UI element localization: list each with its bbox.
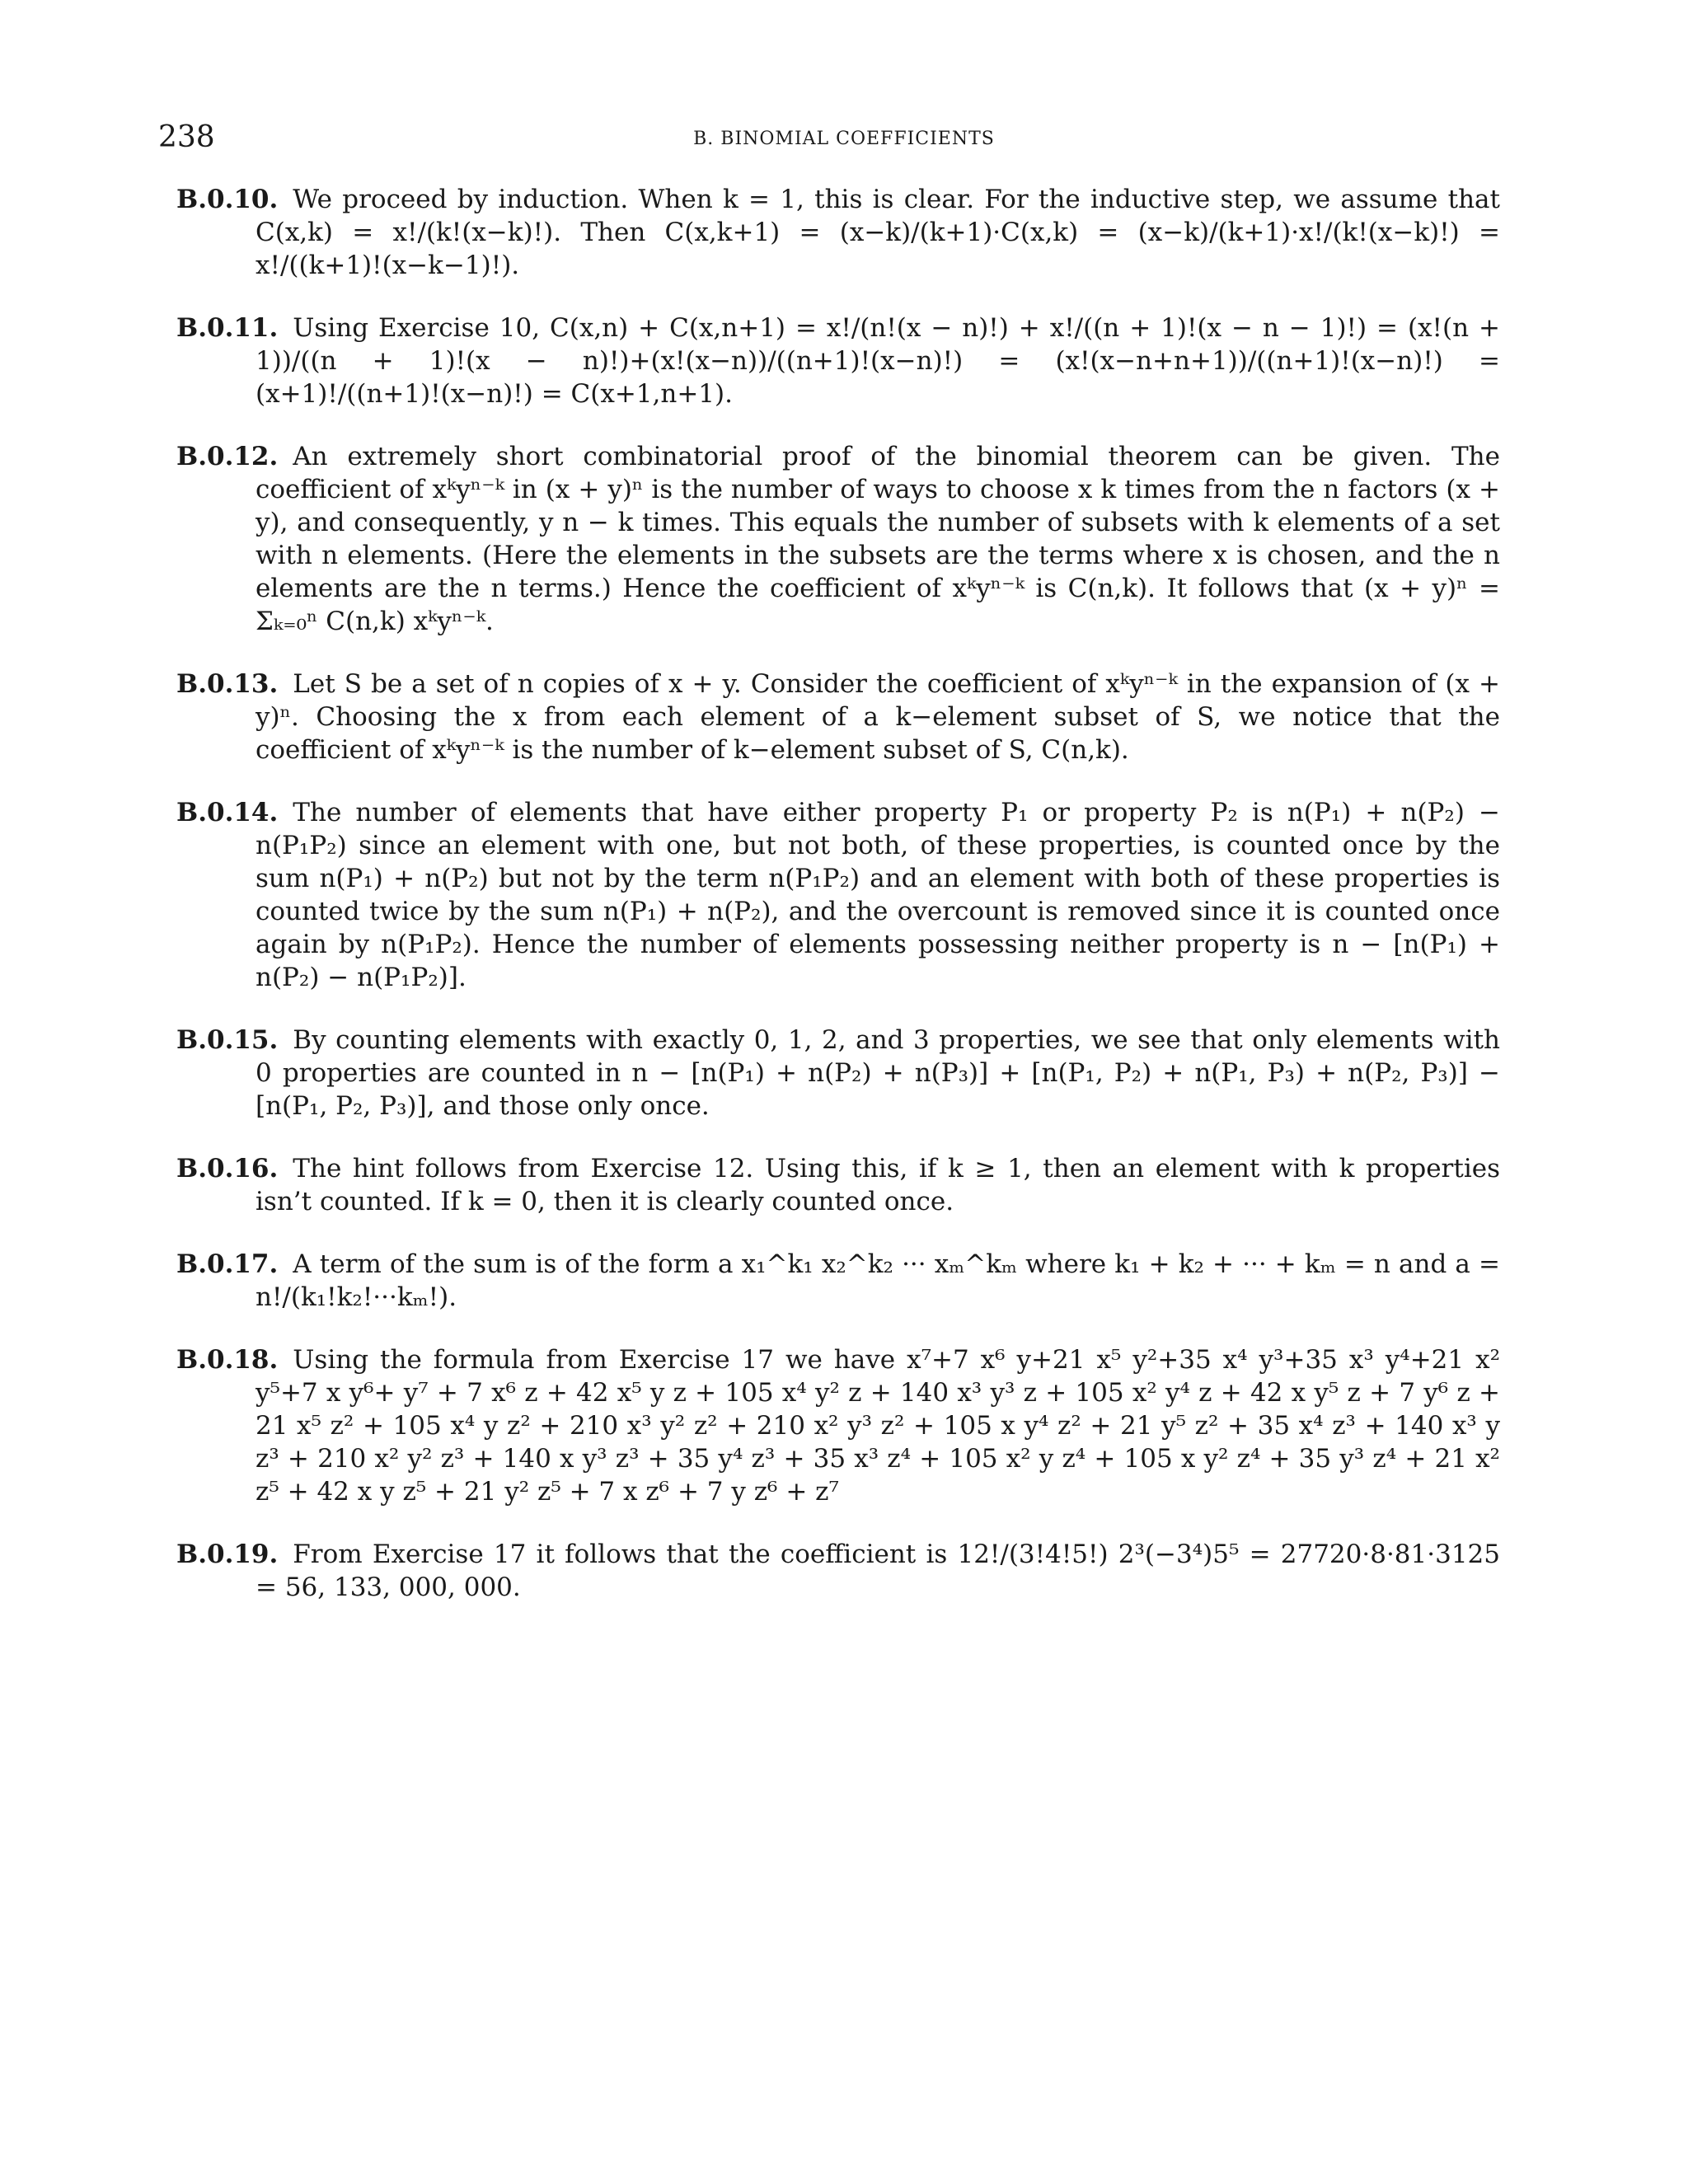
solution-item	[176, 1538, 1500, 1604]
solution-item	[176, 1248, 1500, 1314]
solution-item	[176, 1024, 1500, 1122]
solution-label: B.0.15.	[176, 1025, 279, 1055]
solution-item	[176, 796, 1500, 994]
solution-label: B.0.19.	[176, 1540, 279, 1569]
solution-text: By counting elements with exactly 0, 1, 2, and 3 properties, we see that only elements with 0 properties are counted in n − [n(P₁) + n(P₂) + n(P₃)] + [n(P₁, P₂) + n(P₁, P₃) + n(P₂, P₃)] − [n(P₁, P₂, P₃)], and those only once.	[256, 1025, 1500, 1121]
solution-text: Using the formula from Exercise 17 we have x⁷+7 x⁶ y+21 x⁵ y²+35 x⁴ y³+35 x³ y⁴+21 x² y⁵+7 x y⁶+ y⁷ + 7 x⁶ z + 42 x⁵ y z + 105 x⁴ y² z + 140 x³ y³ z + 105 x² y⁴ z + 42 x y⁵ z + 7 y⁶ z + 21 x⁵ z² + 105 x⁴ y z² + 210 x³ y² z² + 210 x² y³ z² + 105 x y⁴ z² + 21 y⁵ z² + 35 x⁴ z³ + 140 x³ y z³ + 210 x² y² z³ + 140 x y³ z³ + 35 y⁴ z³ + 35 x³ z⁴ + 105 x² y z⁴ + 105 x y² z⁴ + 35 y³ z⁴ + 21 x² z⁵ + 42 x y z⁵ + 21 y² z⁵ + 7 x z⁶ + 7 y z⁶ + z⁷	[256, 1345, 1500, 1507]
solution-text: The number of elements that have either property P₁ or property P₂ is n(P₁) + n(P₂) − n(P₁P₂) since an element with one, but not both, of these properties, is counted once by the sum n(P₁) + n(P₂) but not by the term n(P₁P₂) and an element with both of these properties is counted twice by the sum n(P₁) + n(P₂), and the overcount is removed since it is counted once again by n(P₁P₂). Hence the number of elements possessing neither property is n − [n(P₁) + n(P₂) − n(P₁P₂)].	[256, 798, 1500, 992]
solution-item	[176, 1152, 1500, 1218]
solution-label: B.0.12.	[176, 442, 279, 471]
solutions-list	[176, 183, 1500, 1633]
solution-text: Using Exercise 10, C(x,n) + C(x,n+1) = x!/(n!(x − n)!) + x!/((n + 1)!(x − n − 1)!) = (x!(n + 1))/((n + 1)!(x − n)!)+(x!(x−n))/((n+1)!(x−n)!) = (x!(x−n+n+1))/((n+1)!(x−n)!) = (x+1)!/((n+1)!(x−n)!) = C(x+1,n+1).	[256, 313, 1500, 409]
solution-text: From Exercise 17 it follows that the coefficient is 12!/(3!4!5!) 2³(−3⁴)5⁵ = 27720·8·81·3125 = 56, 133, 000, 000.	[256, 1540, 1500, 1602]
solution-text: We proceed by induction. When k = 1, this is clear. For the inductive step, we assume that C(x,k) = x!/(k!(x−k)!). Then C(x,k+1) = (x−k)/(k+1)·C(x,k) = (x−k)/(k+1)·x!/(k!(x−k)!) = x!/((k+1)!(x−k−1)!).	[256, 185, 1500, 280]
solution-item	[176, 440, 1500, 638]
solution-label: B.0.16.	[176, 1154, 279, 1183]
solution-item	[176, 183, 1500, 282]
solution-text: A term of the sum is of the form a x₁^k₁ x₂^k₂ ··· xₘ^kₘ where k₁ + k₂ + ··· + kₘ = n and a = n!/(k₁!k₂!···kₘ!).	[256, 1249, 1500, 1312]
solution-item	[176, 668, 1500, 766]
solution-item	[176, 312, 1500, 410]
solution-label: B.0.11.	[176, 313, 279, 343]
running-title: B. BINOMIAL COEFFICIENTS	[693, 129, 995, 149]
solution-text: The hint follows from Exercise 12. Using this, if k ≥ 1, then an element with k properties isn’t counted. If k = 0, then it is clearly counted once.	[256, 1154, 1500, 1216]
solution-label: B.0.10.	[176, 185, 279, 214]
solution-label: B.0.13.	[176, 669, 279, 699]
solution-text: Let S be a set of n copies of x + y. Consider the coefficient of xᵏyⁿ⁻ᵏ in the expansion of (x + y)ⁿ. Choosing the x from each element of a k−element subset of S, we notice that the coefficient of xᵏyⁿ⁻ᵏ is the number of k−element subset of S, C(n,k).	[256, 669, 1500, 765]
solution-label: B.0.18.	[176, 1345, 279, 1375]
page-number: 238	[158, 120, 215, 154]
solution-text: An extremely short combinatorial proof of the binomial theorem can be given. The coefficient of xᵏyⁿ⁻ᵏ in (x + y)ⁿ is the number of ways to choose x k times from the n factors (x + y), and consequently, y n − k times. This equals the number of subsets with k elements of a set with n elements. (Here the elements in the subsets are the terms where x is chosen, and the n elements are the n terms.) Hence the coefficient of xᵏyⁿ⁻ᵏ is C(n,k). It follows that (x + y)ⁿ = Σₖ₌₀ⁿ C(n,k) xᵏyⁿ⁻ᵏ.	[256, 442, 1500, 636]
solution-label: B.0.14.	[176, 798, 279, 827]
solution-item	[176, 1343, 1500, 1508]
solution-label: B.0.17.	[176, 1249, 279, 1279]
